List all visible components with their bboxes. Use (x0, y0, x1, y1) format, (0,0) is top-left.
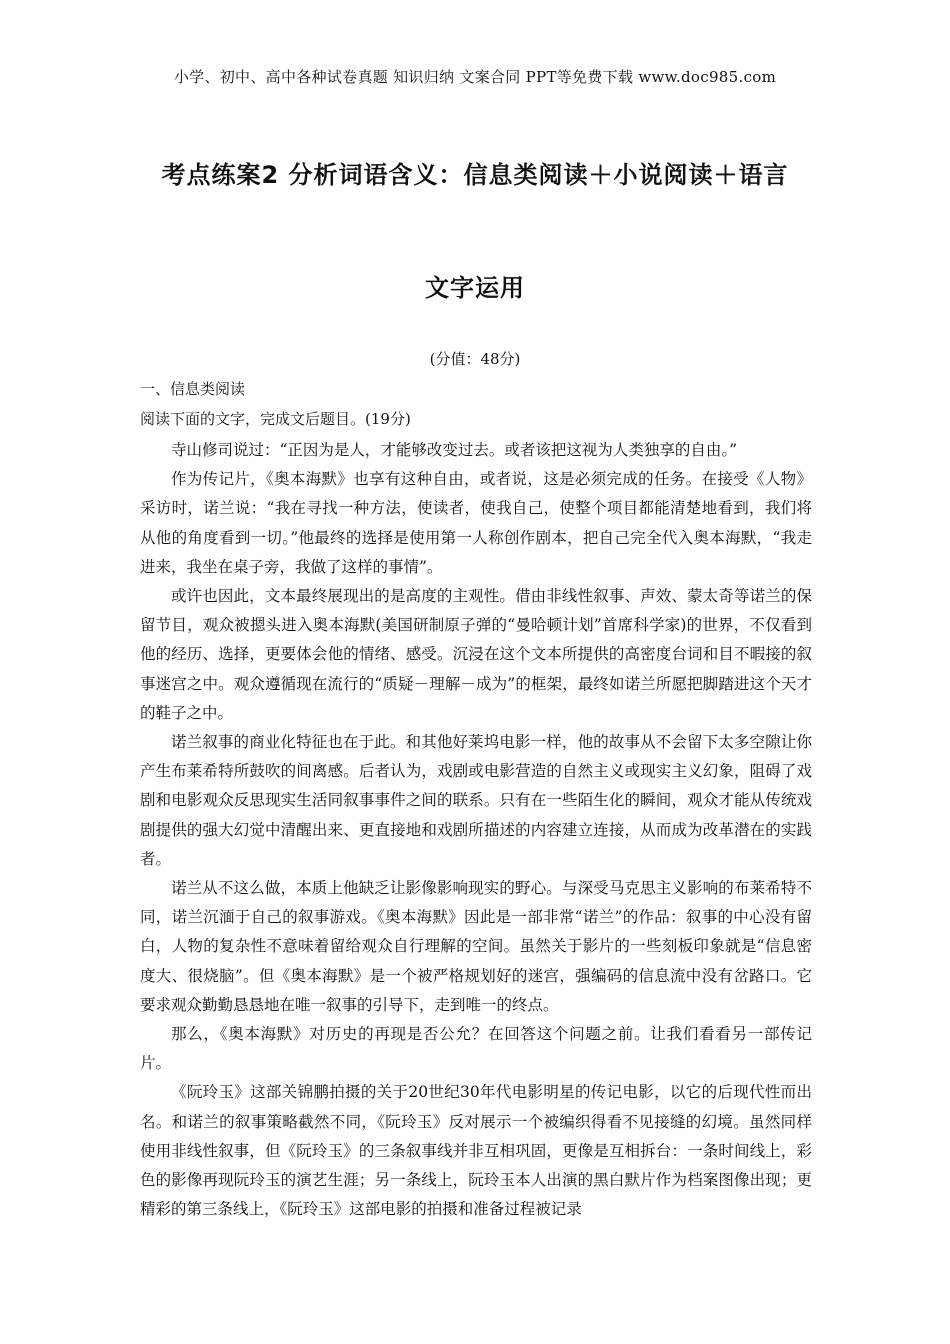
paragraph-1: 寺山修司说过：“正因为是人，才能够改变过去。或者该把这视为人类独享的自由。” (171, 441, 738, 459)
paragraph-6: 那么，《奥本海默》对历史的再现是否公允？在回答这个问题之前。让我们看看另一部传记片。 (140, 1025, 812, 1073)
reading-passage (140, 436, 812, 1224)
score-label: (分值：48分) (429, 350, 521, 368)
section-heading: 一、信息类阅读 (140, 380, 246, 398)
paragraph-2: 作为传记片，《奥本海默》也享有这种自由，或者说，这是必须完成的任务。在接受《人物》采访时，诺兰说：“我在寻找一种方法，使读者，使我自己，使整个项目都能清楚地看到，我们将从他的角度看到一切。”他最终的选择是使用第一人称创作剧本，把自己完全代入奥本海默，“我走进来，我坐在桌子旁，我做了这样的事情”。 (140, 470, 812, 576)
paragraph-7: 《阮玲玉》这部关锦鹏拍摄的关于20世纪30年代电影明星的传记电影，以它的后现代性而出名。和诺兰的叙事策略截然不同，《阮玲玉》反对展示一个被编织得看不见接缝的幻境。虽然同样使用非线性叙事，但《阮玲玉》的三条叙事线并非互相巩固，更像是互相拆台：一条时间线上，彩色的影像再现阮玲玉的演艺生涯；另一条线上，阮玲玉本人出演的黑白默片作为档案图像出现；更精彩的第三条线上，《阮玲玉》这部电影的拍摄和准备过程被记录 (140, 1083, 812, 1219)
title-line-2: 文字运用 (425, 274, 525, 302)
page-header: 小学、初中、高中各种试卷真题 知识归纳 文案合同 PPT等免费下载 www.doc985.com (173, 68, 777, 86)
instruction: 阅读下面的文字，完成文后题目。(19分) (140, 410, 411, 428)
paragraph-5: 诺兰从不这么做，本质上他缺乏让影像影响现实的野心。与深受马克思主义影响的布莱希特不同，诺兰沉湎于自己的叙事游戏。《奥本海默》因此是一部非常“诺兰”的作品：叙事的中心没有留白，人物的复杂性不意味着留给观众自行理解的空间。虽然关于影片的一些刻板印象就是“信息密度大、很烧脑”。但《奥本海默》是一个被严格规划好的迷宫，强编码的信息流中没有岔路口。它要求观众勤勤恳恳地在唯一叙事的引导下，走到唯一的终点。 (140, 879, 812, 1014)
title-line-1: 考点练案2 分析词语含义：信息类阅读＋小说阅读＋语言 (161, 161, 789, 189)
paragraph-3: 或许也因此，文本最终展现出的是高度的主观性。借由非线性叙事、声效、蒙太奇等诺兰的保留节目，观众被摁头进入奥本海默(美国研制原子弹的“曼哈顿计划”首席科学家)的世界，不仅看到他的经历、选择，更要体会他的情绪、感受。沉浸在这个文本所提供的高密度台词和目不暇接的叙事迷宫之中。观众遵循现在流行的“质疑－理解－成为”的框架，最终如诺兰所愿把脚踏进这个天才的鞋子之中。 (140, 587, 812, 722)
paragraph-4: 诺兰叙事的商业化特征也在于此。和其他好莱坞电影一样，他的故事从不会留下太多空隙让你产生布莱希特所鼓吹的间离感。后者认为，戏剧或电影营造的自然主义或现实主义幻象，阻碍了戏剧和电影观众反思现实生活同叙事事件之间的联系。只有在一些陌生化的瞬间，观众才能从传统戏剧提供的强大幻觉中清醒出来、更直接地和戏剧所描述的内容建立连接，从而成为改革潜在的实践者。 (140, 733, 812, 868)
